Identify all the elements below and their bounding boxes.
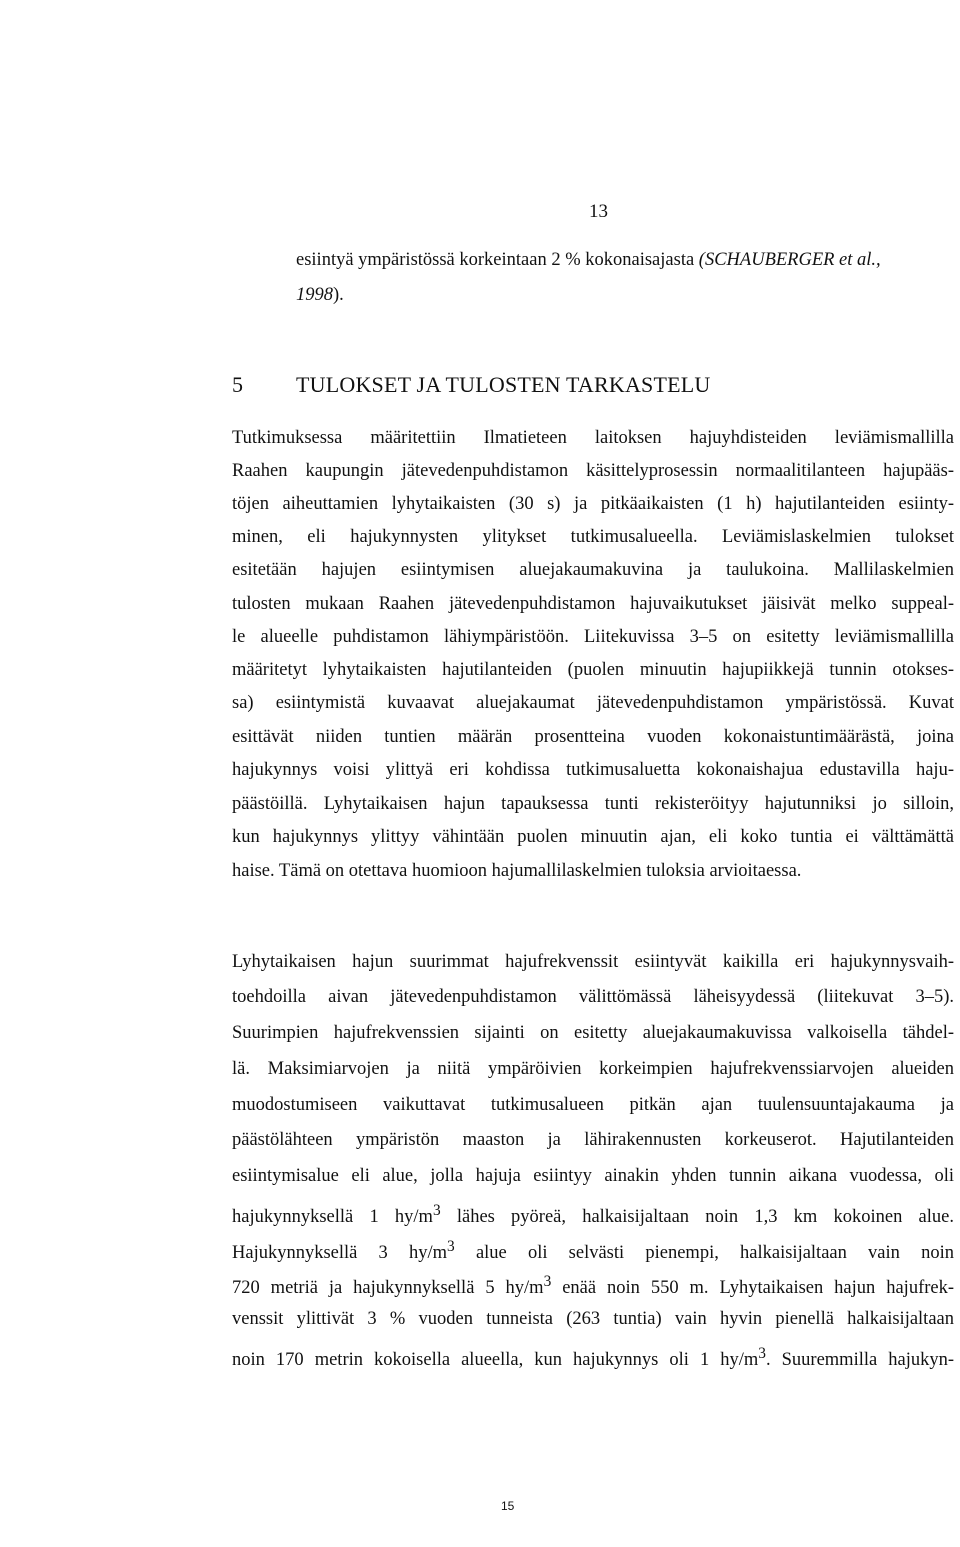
- paragraph-1-line: Tutkimuksessa määritettiin Ilmatieteen laitoksen hajuyhdisteiden leviämismallilla: [232, 428, 954, 448]
- section-number: 5: [232, 372, 244, 397]
- intro-text: esiintyä ympäristössä korkeintaan 2 % kokonaisajasta: [296, 250, 699, 270]
- intro-line-2: [296, 285, 496, 306]
- footer-page-number: 15: [501, 1499, 515, 1513]
- paragraph-2-line: toehdoilla aivan jätevedenpuhdistamon välittömässä läheisyydessä (liitekuvat 3–5).: [232, 987, 954, 1007]
- text-segment: hajukynnyksellä 1 hy/m: [232, 1207, 433, 1228]
- paragraph-1-line: esittävät niiden tuntien määrän prosentteina vuoden kokonaistuntimäärästä, joina: [232, 727, 954, 747]
- paragraph-1-line: haise. Tämä on otettava huomioon hajumallilaskelmien tuloksia arvioitaessa.: [232, 861, 802, 881]
- superscript: 3: [447, 1238, 455, 1255]
- text-segment: lähes pyöreä, halkaisijaltaan noin 1,3 km kokoinen alue.: [440, 1207, 954, 1228]
- paragraph-2-line: esiintymisalue eli alue, jolla hajuja esiintyy ainakin yhden tunnin aikana vuodessa, oli: [232, 1166, 954, 1186]
- text-segment: Hajukynnyksellä 3 hy/m: [232, 1243, 448, 1264]
- superscript: 3: [758, 1345, 766, 1362]
- paragraph-1-line: päästöillä. Lyhytaikaisen hajun tapauksessa tunti rekisteröityy hajutunniksi jo silloin,: [232, 794, 954, 814]
- paragraph-1-line: määritetyt lyhytaikaisten hajutilanteiden (puolen minuutin hajupiikkejä tunnin otokses-: [232, 660, 954, 680]
- paragraph-1-line: kun hajukynnys ylittyy vähintään puolen minuutin ajan, eli koko tuntia ei välttämättä: [232, 827, 954, 847]
- paragraph-1-line: le alueelle puhdistamon lähiympäristöön. Liitekuvissa 3–5 on esitetty leviämismallilla: [232, 627, 954, 647]
- paragraph-1-line: Raahen kaupungin jätevedenpuhdistamon käsittelyprosessin normaalitilanteen hajupääs-: [232, 461, 954, 481]
- paragraph-1-line: tulosten mukaan Raahen jätevedenpuhdistamon hajuvaikutukset jäisivät melko suppeal-: [232, 594, 954, 614]
- paragraph-2-line: [232, 1202, 954, 1228]
- text-segment: . Suuremmilla hajukyn-: [765, 1350, 954, 1371]
- paragraph-2-line: muodostumiseen vaikuttavat tutkimusalueen pitkän ajan tuulensuuntajakauma ja: [232, 1095, 954, 1115]
- text-segment: enää noin 550 m. Lyhytaikaisen hajun hajufrek-: [551, 1278, 955, 1299]
- text-segment: noin 170 metrin kokoisella alueella, kun hajukynnys oli 1 hy/m: [232, 1350, 759, 1371]
- paragraph-2-line: Suurimpien hajufrekvenssien sijainti on esitetty aluejakaumakuvissa valkoisella tähdel-: [232, 1023, 954, 1043]
- superscript: 3: [543, 1273, 552, 1290]
- paragraph-2-line: [232, 1238, 954, 1264]
- paragraph-1-line: töjen aiheuttamien lyhytaikaisten (30 s) ja pitkäaikaisten (1 h) hajutilanteiden esiinty-: [232, 494, 954, 514]
- paragraph-2-line: Lyhytaikaisen hajun suurimmat hajufrekvenssit esiintyvät kaikilla eri hajukynnysvaih-: [232, 952, 954, 972]
- citation-text: (SCHAUBERGER et al.,: [698, 250, 881, 270]
- section-heading: [232, 372, 711, 398]
- page-number: 13: [589, 201, 608, 222]
- paragraph-2-line: [232, 1345, 954, 1371]
- superscript: 3: [432, 1202, 441, 1219]
- paragraph-1-line: minen, eli hajukynnysten ylitykset tutkimusalueella. Leviämislaskelmien tulokset: [232, 527, 954, 547]
- paragraph-2-line: venssit ylittivät 3 % vuoden tunneista (263 tuntia) vain hyvin pienellä halkaisijaltaan: [232, 1309, 954, 1329]
- citation-close: ).: [333, 285, 344, 305]
- paragraph-1-line: sa) esiintymistä kuvaavat aluejakaumat jätevedenpuhdistamon ympäristössä. Kuvat: [232, 693, 954, 713]
- citation-year: 1998: [296, 285, 333, 305]
- paragraph-2-line: [232, 1273, 954, 1299]
- paragraph-2-line: lä. Maksimiarvojen ja niitä ympäröivien korkeimpien hajufrekvenssiarvojen alueiden: [232, 1059, 954, 1079]
- intro-line-1: [296, 250, 896, 271]
- text-segment: 720 metriä ja hajukynnyksellä 5 hy/m: [232, 1278, 544, 1299]
- paragraph-2-line: päästölähteen ympäristön maaston ja lähirakennusten korkeuserot. Hajutilanteiden: [232, 1130, 954, 1150]
- paragraph-1-line: esitetään hajujen esiintymisen aluejakaumakuvina ja taulukoina. Mallilaskelmien: [232, 560, 954, 580]
- paragraph-1-line: hajukynnys voisi ylittyä eri kohdissa tutkimusaluetta kokonaishajua edustavilla haju-: [232, 760, 954, 780]
- text-segment: alue oli selvästi pienempi, halkaisijaltaan vain noin: [454, 1243, 954, 1264]
- section-title: TULOKSET JA TULOSTEN TARKASTELU: [296, 372, 711, 397]
